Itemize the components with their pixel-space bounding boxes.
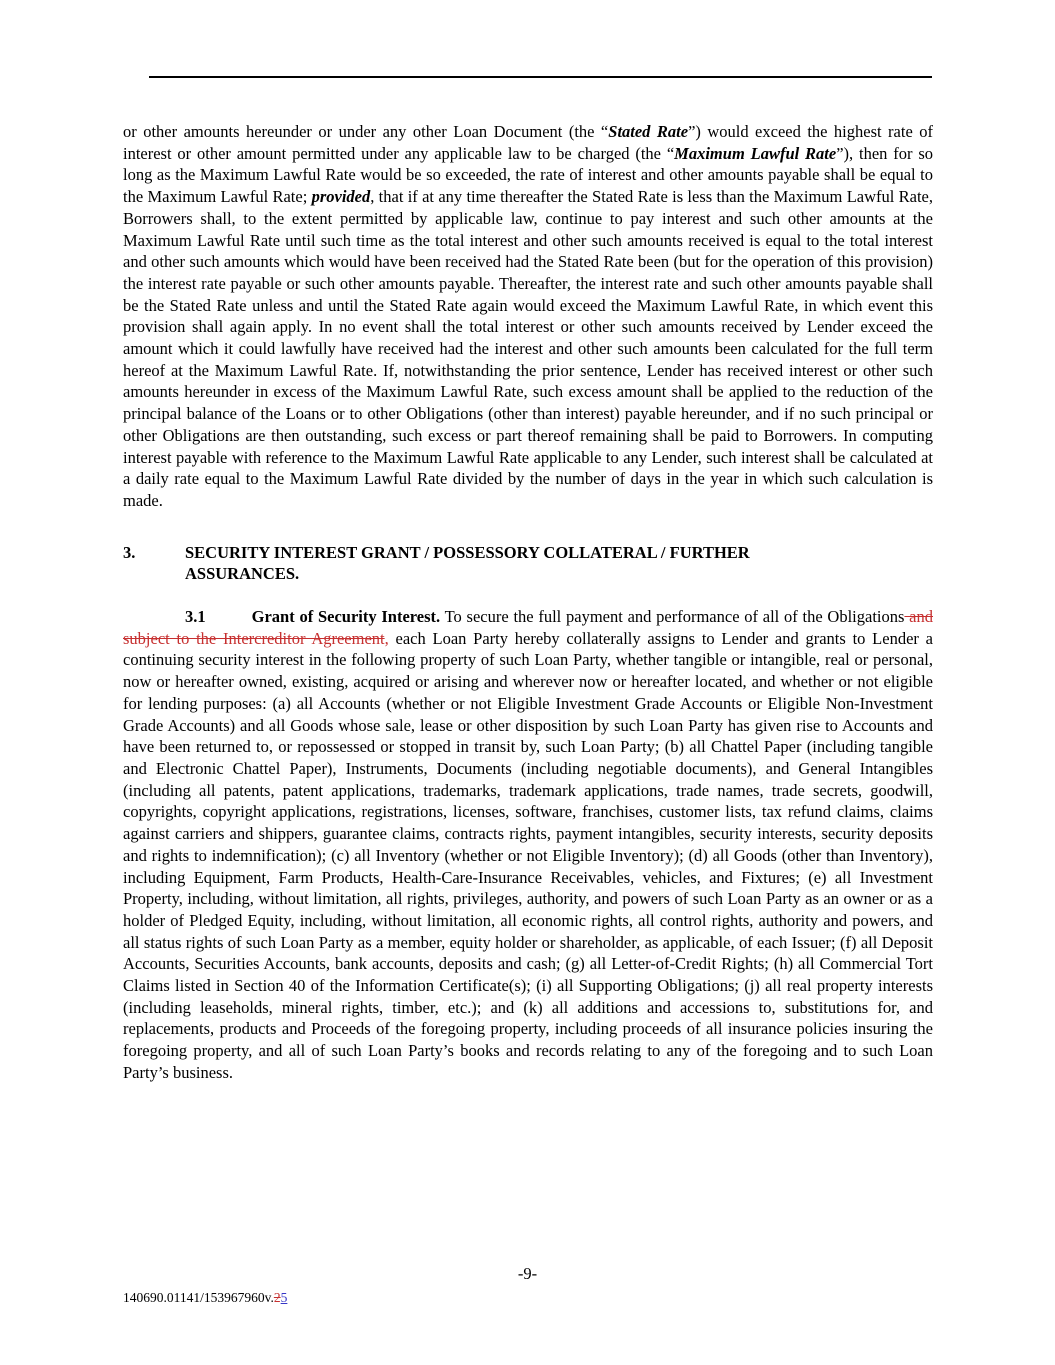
document-body: [123, 121, 933, 1084]
document-reference: [123, 1289, 287, 1306]
page-number: [0, 1263, 1055, 1285]
document-reference-inserted-version: 5: [280, 1290, 288, 1305]
text-run: ”), then for so long as the Maximum Lawful Rate would be so exceeded, the rate of interest and other amounts payable shall be equal to the Maximum Lawful Rate;: [123, 143, 934, 207]
text-run: Stated Rate: [608, 122, 689, 141]
text-run: To secure the full payment and performance of all of the Obligations: [440, 607, 905, 627]
document-reference-prefix: 140690.01141/153967960v.: [123, 1290, 274, 1305]
text-run: ”) would exceed the highest rate of interest or other amount permitted under any applicable law to be charged (the “: [123, 122, 933, 163]
document-reference-deleted-version: 2: [273, 1290, 281, 1305]
text-run: and subject to the Intercreditor Agreement: [123, 607, 933, 648]
text-run: ,: [384, 628, 389, 648]
text-run: provided: [311, 187, 371, 207]
text-run: Maximum Lawful Rate: [674, 143, 837, 163]
text-run: , that if at any time thereafter the Stated Rate is less than the Maximum Lawful Rate, Borrowers shall, to the extent permitted by applicable law, continue to pay interest and such other amounts at the Maximum Lawful Rate until such time as the total interest and other such amounts received is equal to the total interest and other such amounts which would have been received had the Stated Rate been (but for the operation of this provision) the interest rate payable or such other amounts payable. Thereafter, the interest rate and such other amounts payable shall be the Stated Rate unless and until the Stated Rate again would exceed the Maximum Lawful Rate, in which event this provision shall again apply. In no event shall the total interest or other such amounts received by Lender exceed the amount which it could lawfully have received had the interest and other such amounts been calculated for the full term hereof at the Maximum Lawful Rate. If, notwithstanding the prior sentence, Lender has received interest or other such amounts hereunder in excess of the Maximum Lawful Rate, such excess amount shall be applied to the reduction of the principal balance of the Loans or to other Obligations (other than interest) payable hereunder, and if no such principal or other Obligations are then outstanding, such excess or part thereof remaining shall be paid to Borrowers. In computing interest payable with reference to the Maximum Lawful Rate applicable to any Lender, such interest shall be calculated at a daily rate equal to the Maximum Lawful Rate divided by the number of days in the year in which such calculation is made.: [123, 187, 933, 510]
paragraph-3-1-grant-of-security-interest: [123, 606, 933, 1083]
text-run: or other amounts hereunder or under any other Loan Document (the “: [123, 122, 609, 141]
text-run: 3.1: [185, 607, 206, 627]
section-3-heading-line1: SECURITY INTEREST GRANT / POSSESSORY COLLATERAL / FURTHER: [185, 542, 750, 562]
section-3-number: 3.: [123, 542, 136, 562]
section-3-heading: [123, 542, 933, 585]
paragraph-maximum-lawful-rate: [123, 121, 933, 512]
section-3-heading-line2: ASSURANCES.: [185, 564, 300, 584]
header-rule: [149, 76, 932, 78]
text-run: each Loan Party hereby collaterally assigns to Lender and grants to Lender a continuing security interest in the following property of such Loan Party, whether tangible or intangible, real or personal, now or hereafter owned, existing, acquired or arising and wherever now or hereafter located, and whether or not eligible for lending purposes: (a) all Accounts (whether or not Eligible Investment Grade Accounts or Eligible Non-Investment Grade Accounts) and all Goods whose sale, lease or other disposition by such Loan Party has given rise to Accounts and have been returned to, or repossessed or stopped in transit by, such Loan Party; (b) all Chattel Paper (including tangible and Electronic Chattel Paper), Instruments, Documents (including negotiable documents), and General Intangibles (including all patents, patent applications, trademarks, trademark applications, trade names, trade secrets, goodwill, copyrights, copyright applications, registrations, licenses, software, franchises, customer lists, tax refund claims, claims against carriers and shippers, guarantee claims, contracts rights, payment intangibles, security interests, security deposits and rights to indemnification); (c) all Inventory (whether or not Eligible Inventory); (d) all Goods (other than Inventory), including Equipment, Farm Products, Health-Care-Insurance Receivables, vehicles, and Fixtures; (e) all Investment Property, including, without limitation, all rights, privileges, authority, and powers of such Loan Party as an owner or as a holder of Pledged Equity, including, without limitation, all economic rights, all control rights, authority and powers, and all status rights of such Loan Party as a member, equity holder or shareholder, as applicable, of each Issuer; (f) all Deposit Accounts, Securities Accounts, bank accounts, deposits and cash; (g) all Letter-of-Credit Rights; (h) all Commercial Tort Claims listed in Section 40 of the Information Certificate(s); (i) all Supporting Obligations; (j) all real property interests (including leaseholds, mineral rights, timber, etc.); and (k) all additions and accessions to, substitutions for, and replacements, products and Proceeds of the foregoing property, including proceeds of all insurance policies insuring the foregoing property, and all of such Loan Party’s books and records relating to any of the foregoing and to such Loan Party’s business.: [123, 628, 933, 1082]
text-run: Grant of Security Interest.: [251, 607, 441, 627]
page-number-text: -9-: [517, 1264, 538, 1283]
